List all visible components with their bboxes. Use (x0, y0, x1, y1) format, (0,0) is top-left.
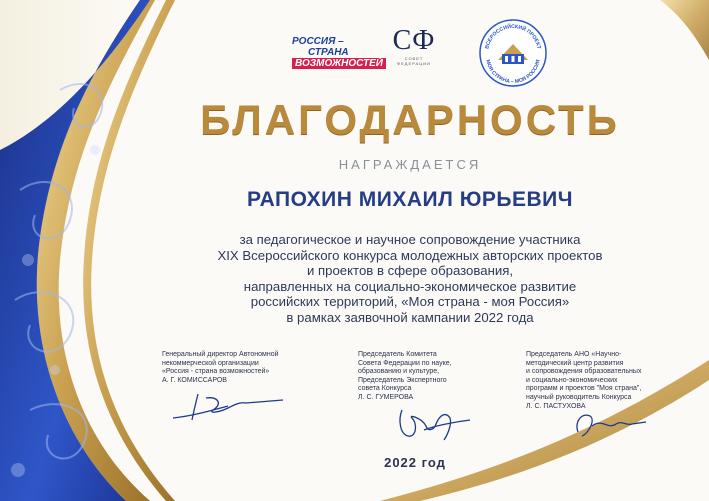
contest-logo-top: ВСЕРОССИЙСКИЙ ПРОЕКТ (484, 24, 542, 50)
signatory-name: Л. С. ГУМЕРОВА (358, 393, 414, 401)
my-country-logo (478, 18, 548, 88)
signatory-2 (358, 351, 498, 403)
description-line: XIX Всероссийского конкурса молодежных авторских проектов (217, 247, 603, 263)
recipient-name: РАПОХИН МИХАИЛ ЮРЬЕВИЧ (247, 188, 573, 211)
signatory-line: некоммерческой организации (162, 359, 259, 367)
description-line: направленных на социально-экономическое развитие (243, 278, 577, 294)
description-line: за педагогическое и научное сопровождение участника (239, 232, 581, 247)
certificate-year: 2022 год (384, 455, 446, 470)
signatory-line: научный руководитель Конкурса (526, 393, 632, 401)
signatory-line: Председатель Комитета (358, 351, 437, 358)
signatory-line: программ и проектов "Моя страна", (526, 385, 642, 393)
sf-mark: СФ (392, 25, 436, 56)
signature-pastukhova (568, 404, 648, 444)
certificate-title: БЛАГОДАРНОСТЬ (200, 96, 620, 143)
signatory-line: и сопровождения образовательных (526, 368, 642, 376)
contest-logo-bottom: МОЯ СТРАНА – МОЯ РОССИЯ (484, 59, 542, 86)
signature-komissarov (168, 388, 288, 424)
signatory-3 (526, 351, 686, 411)
description-line: в рамках заявочной кампании 2022 года (286, 309, 534, 325)
awarded-label: НАГРАЖДАЕТСЯ (338, 157, 482, 172)
rsv-line-2: СТРАНА (308, 47, 349, 58)
signatory-line: Председатель Экспертного (358, 376, 447, 384)
sf-sub-1: СОВЕТ (404, 56, 424, 61)
federation-council-logo (384, 26, 444, 88)
description-line: и проектов в сфере образования, (306, 263, 514, 278)
sf-sub-2: ФЕДЕРАЦИИ (397, 61, 431, 66)
signatory-name: А. Г. КОМИССАРОВ (162, 376, 227, 384)
logos-row (292, 14, 562, 84)
signatory-line: совета Конкурса (358, 385, 412, 393)
signatory-line: методический центр развития (526, 359, 624, 367)
award-description (150, 232, 670, 325)
rsv-line-3: ВОЗМОЖНОСТЕЙ (292, 58, 386, 69)
signatory-line: образованию и культуре, (358, 368, 440, 376)
signatory-line: Генеральный директор Автономной (162, 351, 279, 358)
signatory-line: и социально-экономических (526, 376, 618, 384)
signatory-1 (162, 351, 322, 385)
russia-land-of-opportunity-logo (292, 36, 383, 70)
gold-corner-top-right (660, 0, 709, 60)
description-line: российских территорий, «Моя страна - моя Россия» (250, 294, 570, 309)
signatory-name: Л. С. ПАСТУХОВА (526, 402, 586, 410)
signatory-line: «Россия - страна возможностей» (162, 368, 270, 376)
signatory-line: Председатель АНО «Научно- (526, 351, 622, 358)
signatory-line: Совета Федерации по науке, (358, 359, 452, 367)
signature-gumerova (394, 400, 474, 444)
rsv-line-1: РОССИЯ – (292, 36, 344, 47)
